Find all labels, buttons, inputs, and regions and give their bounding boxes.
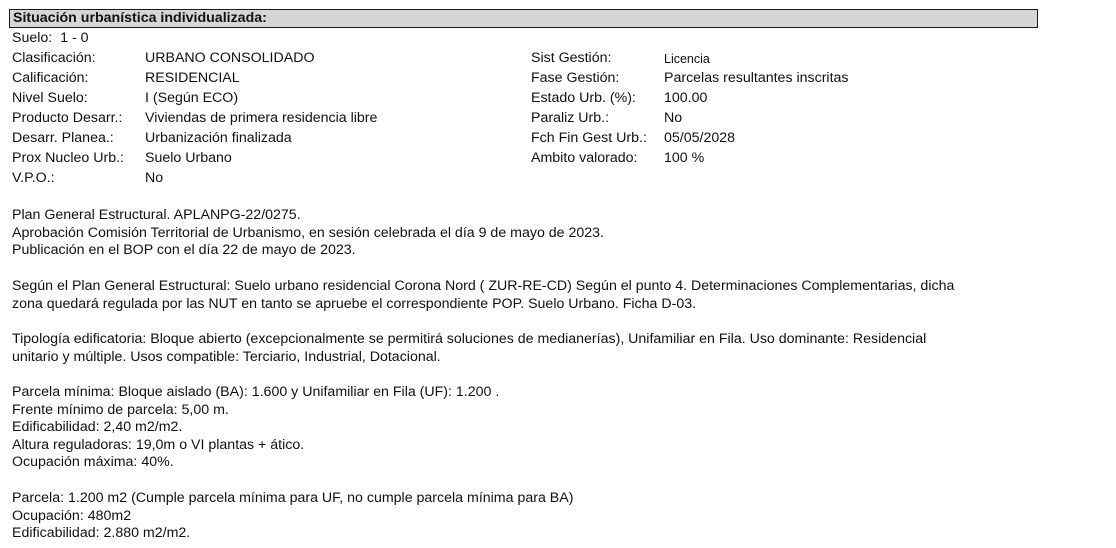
tipologia-line: unitario y múltiple. Usos compatible: Terciario, Industrial, Dotacional. <box>12 348 441 365</box>
field-value-paraliz-urb: No <box>664 110 683 126</box>
suelo-value: 1 - 0 <box>60 30 89 46</box>
field-value-estado-urb: 100.00 <box>664 90 708 106</box>
plan-line: Publicación en el BOP con el día 22 de mayo de 2023. <box>12 242 356 258</box>
paragraph-parcela <box>12 490 1052 543</box>
field-label-desarr-planea: Desarr. Planea.: <box>12 130 114 146</box>
field-label-calificacion: Calificación: <box>12 70 89 86</box>
paragraph-plan <box>12 207 1052 260</box>
field-label-fase-gestion: Fase Gestión: <box>531 70 620 86</box>
field-label-sist-gestion: Sist Gestión: <box>531 50 612 66</box>
parcela-minima-line: Altura reguladoras: 19,0m o VI plantas + ático. <box>12 436 305 453</box>
field-label-prox-nucleo: Prox Nucleo Urb.: <box>12 150 124 166</box>
parcela-line: Parcela: 1.200 m2 (Cumple parcela mínima para UF, no cumple parcela mínima para BA) <box>12 490 574 506</box>
field-value-nivel-suelo: I (Según ECO) <box>145 90 239 106</box>
field-label-clasificacion: Clasificación: <box>12 50 96 66</box>
field-label-producto-desarr: Producto Desarr.: <box>12 110 123 126</box>
paragraph-parcela-minima <box>12 384 1052 472</box>
field-value-desarr-planea: Urbanización finalizada <box>145 130 292 146</box>
segun-line: zona quedará regulada por las NUT en tanto se apruebe el correspondiente POP. Suelo Urbano. Ficha D-03. <box>12 295 697 312</box>
plan-line: Plan General Estructural. APLANPG-22/0275. <box>12 207 301 223</box>
paragraph-segun <box>12 278 1052 313</box>
segun-line: Según el Plan General Estructural: Suelo urbano residencial Corona Nord ( ZUR-RE-CD) Según el punto 4. Determinaciones Complementarias, dicha <box>12 278 955 294</box>
field-value-vpo: No <box>145 170 164 186</box>
field-value-calificacion: RESIDENCIAL <box>145 70 240 86</box>
section-title: Situación urbanística individualizada: <box>13 10 267 26</box>
parcela-minima-line: Parcela mínima: Bloque aislado (BA): 1.600 y Unifamiliar en Fila (UF): 1.200 . <box>12 384 500 400</box>
field-value-prox-nucleo: Suelo Urbano <box>145 150 232 166</box>
field-label-ambito-valorado: Ambito valorado: <box>531 150 638 166</box>
suelo-label: Suelo: <box>12 30 53 46</box>
field-value-fase-gestion: Parcelas resultantes inscritas <box>664 70 849 86</box>
parcela-line: Edificabilidad: 2.880 m2/m2. <box>12 525 191 541</box>
parcela-minima-line: Ocupación máxima: 40%. <box>12 454 174 470</box>
plan-line: Aprobación Comisión Territorial de Urbanismo, en sesión celebrada el día 9 de mayo de 2023. <box>12 224 605 241</box>
field-value-clasificacion: URBANO CONSOLIDADO <box>145 50 315 66</box>
field-value-fch-fin-gest: 05/05/2028 <box>664 130 736 146</box>
parcela-line: Ocupación: 480m2 <box>12 507 132 524</box>
parcela-minima-line: Frente mínimo de parcela: 5,00 m. <box>12 401 229 418</box>
field-label-estado-urb: Estado Urb. (%): <box>531 90 636 106</box>
field-label-nivel-suelo: Nivel Suelo: <box>12 90 88 106</box>
parcela-minima-line: Edificabilidad: 2,40 m2/m2. <box>12 419 183 435</box>
field-value-ambito-valorado: 100 % <box>664 150 705 166</box>
field-label-paraliz-urb: Paraliz Urb.: <box>531 110 610 126</box>
field-value-sist-gestion: Licencia <box>664 52 710 66</box>
tipologia-line: Tipología edificatoria: Bloque abierto (excepcionalmente se permitirá soluciones de medianerías), Unifamiliar en Fila. Uso dominante: Residencial <box>12 331 927 347</box>
field-label-fch-fin-gest: Fch Fin Gest Urb.: <box>531 130 647 146</box>
field-label-vpo: V.P.O.: <box>12 170 55 186</box>
suelo-row <box>12 30 89 47</box>
section-header <box>9 9 1038 28</box>
paragraph-tipologia <box>12 331 1052 366</box>
field-value-producto-desarr: Viviendas de primera residencia libre <box>145 110 378 126</box>
